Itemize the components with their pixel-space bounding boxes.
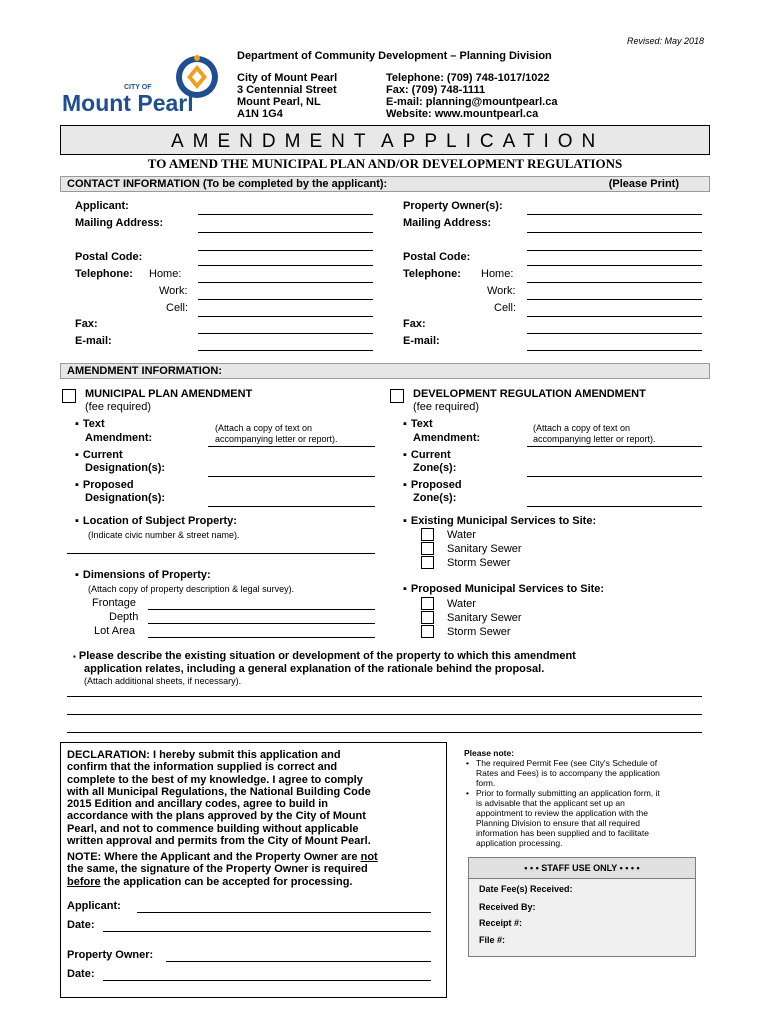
owner-fax-label: Fax: [403,318,426,330]
mpa-heading: MUNICIPAL PLAN AMENDMENT [85,388,253,400]
describe-prompt [73,650,576,675]
owner-field[interactable] [527,214,702,215]
address-line: A1N 1G4 [237,108,283,120]
declaration-line: with all Municipal Regulations, the National Building Code [67,785,371,798]
dimensions-text: Dimensions of Property: [82,569,211,581]
dra-checkbox[interactable] [390,389,404,403]
contact-info-heading: CONTACT INFORMATION (To be completed by the applicant): [67,178,388,190]
contact-line: Website: www.mountpearl.ca [386,108,539,120]
dra-fee: (fee required) [413,401,480,413]
dra-proposed-field[interactable] [527,506,702,507]
note-not: not [360,851,378,863]
staff-use-box [468,857,696,957]
dra-zones-label: Zone(s): [413,462,457,474]
address-line: 3 Centennial Street [237,84,337,96]
existing-services-label [403,515,596,527]
dra-proposed-zones: Zone(s): [413,492,457,504]
staff-file: File #: [479,935,506,945]
frontage-field[interactable] [148,609,375,610]
postal-label: Postal Code: [75,251,143,263]
owner-email-label: E-mail: [403,335,440,347]
dra-text-field[interactable] [527,446,702,447]
proposed-word: Proposed [410,479,462,491]
proposed-water-label: Water [447,598,476,610]
mpa-current-field[interactable] [208,476,375,477]
describe-note: (Attach additional sheets, if necessary). [84,676,242,686]
location-note: (Indicate civic number & street name). [88,530,240,540]
attach-note-line: (Attach a copy of text on [215,423,313,433]
mpa-fee: (fee required) [85,401,152,413]
note-line: The required Permit Fee (see City's Schedule of [476,758,658,768]
address-line: Mount Pearl, NL [237,96,321,108]
describe-line-1: ▪ Please describe the existing situation or development of the property to which this amendment [73,650,576,662]
mpa-proposed-designations: Designation(s): [85,492,166,504]
mpa-proposed-field[interactable] [208,506,375,507]
contact-line: E-mail: planning@mountpearl.ca [386,96,558,108]
subtitle: TO AMEND THE MUNICIPAL PLAN AND/OR DEVELOPMENT REGULATIONS [147,156,623,171]
sig-owner-label: Property Owner: [67,949,154,961]
sig-applicant-field[interactable] [137,912,431,913]
mpa-checkbox[interactable] [62,389,76,403]
proposed-sanitary-label: Sanitary Sewer [447,612,522,624]
owner-email-field[interactable] [527,350,702,351]
title-application: APPLICATION [381,131,605,152]
owner-work-label: Work: [487,285,516,297]
dra-current-label [403,449,451,461]
note-a: NOTE: Where the Applicant and the Property Owner are [67,851,361,863]
dimensions-label [75,569,211,581]
note-line: appointment to review the application with the [476,808,648,818]
describe-line-2: application relates, including a general explanation of the rationale behind the proposal. [84,663,545,675]
describe-field-2[interactable] [67,714,702,715]
location-field[interactable] [67,553,375,554]
work-phone-field[interactable] [198,299,373,300]
home-phone-field[interactable] [198,282,373,283]
title-box [60,125,710,155]
owner-label: Property Owner(s): [403,200,503,212]
owner-cell-field[interactable] [527,316,702,317]
note-line: Rates and Fees) is to accompany the application [476,768,660,778]
lot-area-label: Lot Area [94,625,135,637]
dimensions-note: (Attach copy of property description & legal survey). [88,584,295,594]
address-line: City of Mount Pearl [237,72,338,84]
title-amendment: AMENDMENT [171,131,375,152]
depth-label: Depth [109,611,139,623]
please-print: (Please Print) [608,178,679,190]
note-line: information has been supplied and to facilitate [476,828,649,838]
logo-city-text: CITY OF [124,84,152,91]
mpa-text-label [75,418,105,430]
staff-use-heading: • • • STAFF USE ONLY • • • • [469,858,695,879]
department-name: Department of Community Development – Planning Division [237,50,552,62]
owner-work-field[interactable] [527,299,702,300]
proposed-storm-checkbox[interactable] [421,625,434,638]
owner-home-label: Home: [481,268,514,280]
declaration-line: DECLARATION: I hereby submit this application and [67,749,341,761]
contact-block [386,72,557,120]
declaration-box [60,742,447,998]
please-note [464,748,704,848]
revised-date: Revised: May 2018 [626,36,704,46]
note-line-1 [67,851,378,863]
dra-current-field[interactable] [527,476,702,477]
declaration-line: confirm that the information supplied is correct and [67,761,338,774]
note-line: Planning Division to ensure that all required [476,818,640,828]
fax-field[interactable] [198,333,373,334]
lot-area-field[interactable] [148,637,375,638]
proposed-services-text: Proposed Municipal Services to Site: [410,583,605,595]
contact-line: Fax: (709) 748-1111 [386,84,486,96]
applicant-field[interactable] [198,214,373,215]
mailing-label: Mailing Address: [75,217,164,229]
dra-amendment-label: Amendment: [413,432,481,444]
sig-date-field[interactable] [103,931,431,932]
note-line-3 [67,876,378,888]
dra-proposed-label [403,479,462,491]
sig-owner-date-field[interactable] [103,980,431,981]
frontage-label: Frontage [92,597,137,609]
mailing-field-2[interactable] [198,250,373,251]
location-label [75,515,237,527]
existing-water-checkbox[interactable] [421,528,434,541]
existing-storm-checkbox[interactable] [421,556,434,569]
note-line: application processing. [476,838,563,848]
home-label: Home: [149,268,182,280]
existing-water-label: Water [447,529,476,541]
mailing-field[interactable] [198,232,373,233]
existing-sanitary-label: Sanitary Sewer [447,543,522,555]
note-bullet-2 [464,788,704,848]
describe-field-1[interactable] [67,696,702,697]
postal-field[interactable] [198,265,373,266]
city-logo [62,54,217,114]
depth-field[interactable] [148,623,375,624]
cell-label: Cell: [166,302,189,314]
email-label: E-mail: [75,335,112,347]
text-word: Text [410,418,433,430]
dra-text-label [403,418,433,430]
attach-note-line: accompanying letter or report). [215,434,338,444]
declaration-line: Pearl, and not to commence building without applicable [67,822,359,835]
cell-phone-field[interactable] [198,316,373,317]
fax-label: Fax: [75,318,98,330]
proposed-word: Proposed [82,479,134,491]
owner-postal-field[interactable] [527,265,702,266]
staff-received-by: Received By: [479,902,536,912]
sig-owner-date-label: Date: [67,968,95,980]
note-line: is advisable that the applicant set up an [476,798,625,808]
existing-sanitary-checkbox[interactable] [421,542,434,555]
location-text: Location of Subject Property: [82,515,237,527]
dra-heading: DEVELOPMENT REGULATION AMENDMENT [413,388,646,400]
owner-mailing-label: Mailing Address: [403,217,492,229]
address-block [237,72,337,120]
mpa-text-field[interactable] [208,446,375,447]
applicant-label: Applicant: [75,200,129,212]
describe-field-3[interactable] [67,732,702,733]
current-word: Current [82,449,123,461]
owner-mailing-field-2[interactable] [527,250,702,251]
sig-owner-field[interactable] [166,961,431,962]
dra-attach-note [533,423,656,445]
note-c: the application can be accepted for processing. [100,875,353,888]
existing-storm-label: Storm Sewer [447,557,511,569]
describe-text: Please describe the existing situation or development of the property to which this amendment [78,650,576,662]
proposed-water-checkbox[interactable] [421,597,434,610]
declaration-line: written approval and permits from the City of Mount Pearl. [67,835,371,848]
mpa-amendment-label: Amendment: [85,432,153,444]
sig-date-label: Date: [67,919,95,931]
current-word: Current [410,449,451,461]
proposed-services-label [403,583,604,595]
telephone-label: Telephone: [75,268,133,280]
proposed-sanitary-checkbox[interactable] [421,611,434,624]
declaration-line: accordance with the plans approved by the City of Mount [67,810,366,823]
declaration-text [67,749,371,847]
owner-cell-label: Cell: [494,302,517,314]
owner-home-field[interactable] [527,282,702,283]
declaration-line: 2015 Edition and ancillary codes, agree to build in [67,798,329,811]
note-bullet-1 [464,758,704,788]
contact-info-bar [60,176,710,192]
amendment-info-bar: AMENDMENT INFORMATION: [60,363,710,379]
contact-line: Telephone: (709) 748-1017/1022 [386,72,550,84]
work-label: Work: [159,285,188,297]
bullet-dot-icon: • [466,758,469,768]
text-word: Text [82,418,105,430]
existing-services-text: Existing Municipal Services to Site: [410,515,597,527]
attach-note-line: accompanying letter or report). [533,434,656,444]
note-line: form. [476,778,496,788]
owner-mailing-field[interactable] [527,232,702,233]
staff-date-fee: Date Fee(s) Received: [479,884,573,894]
note-before: before [67,875,101,888]
mpa-proposed-label [75,479,134,491]
logo-name-text: Mount Pearl [62,90,194,116]
bullet-dot-icon: • [466,788,469,798]
sig-applicant-label: Applicant: [67,900,121,912]
mpa-designations-label: Designation(s): [85,462,166,474]
owner-telephone-label: Telephone: [403,268,461,280]
attach-note-line: (Attach a copy of text on [533,423,631,433]
mpa-current-label [75,449,123,461]
declaration-note [67,851,378,888]
declaration-line: complete to the best of my knowledge. I agree to comply [67,773,363,786]
email-field[interactable] [198,350,373,351]
please-note-heading: Please note: [464,748,515,758]
owner-fax-field[interactable] [527,333,702,334]
staff-receipt: Receipt #: [479,918,523,928]
owner-postal-label: Postal Code: [403,251,471,263]
note-line-2: the same, the signature of the Property Owner is required [67,863,368,876]
mpa-attach-note [215,423,338,445]
proposed-storm-label: Storm Sewer [447,626,511,638]
note-line: Prior to formally submitting an application form, it [476,788,660,798]
